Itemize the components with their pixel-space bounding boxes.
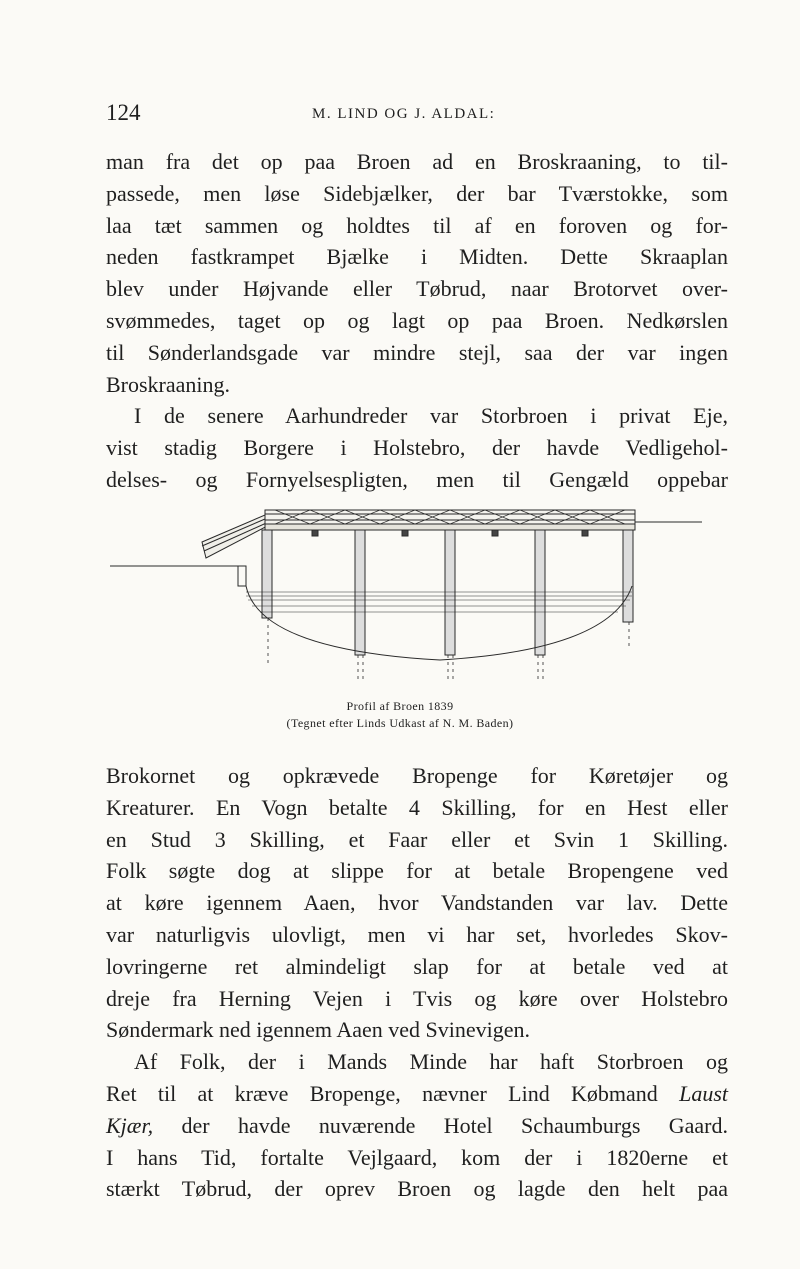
text-line: neden fastkrampet Bjælke i Midten. Dette Skraaplan [106,244,728,270]
figure-caption-credit: (Tegnet efter Linds Udkast af N. M. Baden) [286,716,514,730]
page-number: 124 [106,100,141,125]
text-line: var naturligvis ulovligt, men vi har set, hvorledes Skov- [106,921,728,947]
post-1 [355,530,365,655]
text-line: dreje fra Herning Vejen i Tvis og køre over Holstebro [106,985,728,1011]
post-3 [535,530,545,655]
running-head: M. LIND OG J. ALDAL: [312,106,496,122]
text-line [106,1110,728,1142]
text-line: til Sønderlandsgade var mindre stejl, saa der var ingen [106,339,728,365]
text-line: Broskraaning. [106,371,231,397]
text-line: Søndermark ned igennem Aaen ved Svinevigen. [106,1017,531,1043]
text-line: laa tæt sammen og holdtes til af en foroven og for- [106,212,728,238]
text-line [106,1078,728,1110]
text-line: I de senere Aarhundreder var Storbroen i privat Eje, [134,403,728,429]
name-italic: Laust [679,1080,728,1106]
text-line: stærkt Tøbrud, der oprev Broen og lagde den helt paa [106,1176,728,1202]
text-line: blev under Højvande eller Tøbrud, naar Brotorvet over- [106,276,728,302]
text-block-top [106,146,728,496]
river-bed [246,586,632,660]
text-line: Af Folk, der i Mands Minde har haft Storbroen og [134,1049,728,1075]
abutment-left [238,566,246,586]
text-line: Brokornet og opkrævede Bropenge for Køretøjer og [106,763,728,788]
text-line: svømmedes, taget op og lagt op paa Broen. Nedkørslen [106,307,728,333]
text-block-bottom [106,760,728,1205]
water-lines [246,592,632,612]
name-italic: Kjær, [106,1112,154,1138]
text-line: at køre igennem Aaen, hvor Vandstanden var lav. Dette [106,890,728,916]
bridge-profile-figure [110,500,710,695]
text-line: vist stadig Borgere i Holstebro, der havde Vedligehol- [106,435,728,461]
post-right-abutment [623,530,633,622]
text-line: lovringerne ret almindeligt slap for at betale ved at [106,953,728,979]
text-line: passede, men løse Sidebjælker, der bar Tværstokke, som [106,180,728,206]
text-line: Folk søgte dog at slippe for at betale Bropengene ved [106,858,728,884]
text-line: Kreaturer. En Vogn betalte 4 Skilling, for en Hest eller [106,794,728,820]
text-line: man fra det op paa Broen ad en Broskraaning, to til- [106,149,728,174]
text-line: delses- og Fornyelsespligten, men til Gengæld oppebar [106,466,728,492]
text-fragment: der havde nuværende Hotel Schaumburgs Gaard. [153,1112,728,1138]
post-2 [445,530,455,655]
figure-caption-title: Profil af Broen 1839 [346,699,454,713]
text-line: en Stud 3 Skilling, et Faar eller et Svin 1 Skilling. [106,826,728,852]
text-fragment: Ret til at kræve Bropenge, nævner Lind Købmand [106,1080,680,1106]
text-line: I hans Tid, fortalte Vejlgaard, kom der i 1820erne et [106,1144,728,1170]
post-left-abutment [262,530,272,618]
bridge-deck [265,510,635,524]
